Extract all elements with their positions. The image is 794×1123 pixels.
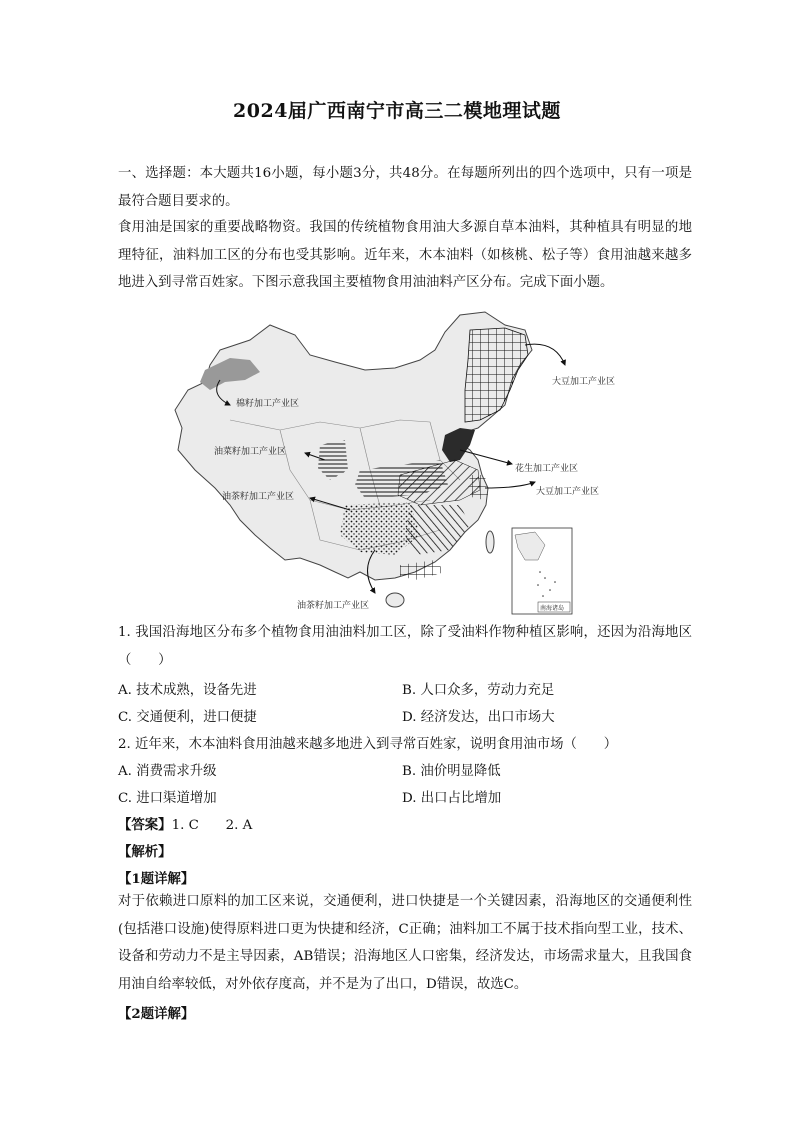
- detail-1-label: 【1题详解】: [118, 871, 195, 887]
- answer-label: 【答案】: [118, 817, 172, 833]
- label-rapeseed: 油菜籽加工产业区: [214, 447, 287, 457]
- q2-option-b: B. 油价明显降低: [402, 764, 501, 779]
- inset-label: 南海诸岛: [540, 605, 565, 612]
- detail-2-label: 【2题详解】: [118, 1006, 195, 1022]
- label-cotton: 棉籽加工产业区: [236, 399, 300, 409]
- material-text: 食用油是国家的重要战略物资。我国的传统植物食用油大多源自草本油料，其种植具有明显的地理特征，油料加工区的分布也受其影响。近年来，木本油料（如核桃、松子等）食用油越来越多地进入到寻常百姓家。下图示意我国主要植物食用油油料产区分布。完成下面小题。: [118, 220, 692, 290]
- section-intro: 一、选择题：本大题共16小题，每小题3分，共48分。在每题所列出的四个选项中，只有一项是最符合题目要求的。: [118, 166, 692, 209]
- q2-option-d: D. 出口占比增加: [402, 791, 502, 806]
- question-2-stem: 2. 近年来，木本油料食用油越来越多地进入到寻常百姓家，说明食用油市场（ ）: [118, 737, 618, 752]
- label-peanut: 花生加工产业区: [515, 464, 579, 474]
- soy-northeast-region: [465, 328, 528, 422]
- label-soy-east: 大豆加工产业区: [536, 487, 600, 497]
- label-camellia-south: 油茶籽加工产业区: [297, 601, 370, 611]
- hainan-island: [386, 593, 404, 607]
- analysis-label: 【解析】: [118, 844, 172, 860]
- oil-crop-map: [160, 310, 620, 618]
- q2-option-a: A. 消费需求升级: [118, 764, 217, 779]
- camellia-south-region: [405, 505, 470, 555]
- page-title: 2024届广西南宁市高三二模地理试题: [233, 100, 561, 122]
- q1-option-b: B. 人口众多，劳动力充足: [402, 683, 555, 698]
- label-soy-north: 大豆加工产业区: [552, 377, 616, 387]
- q1-option-d: D. 经济发达，出口市场大: [402, 710, 555, 725]
- q1-option-c: C. 交通便利，进口便捷: [118, 710, 257, 725]
- question-1-stem: 1. 我国沿海地区分布多个植物食用油油料加工区，除了受油料作物种植区影响，还因为沿海地区（ ）: [118, 625, 692, 668]
- taiwan-island: [486, 531, 494, 553]
- answer-line: [118, 814, 252, 833]
- answer-value: 1. C 2. A: [171, 818, 253, 833]
- q2-option-c: C. 进口渠道增加: [118, 791, 217, 806]
- detail-1-text: 对于依赖进口原料的加工区来说，交通便利，进口快捷是一个关键因素，沿海地区的交通便利性(包括港口设施)使得原料进口更为快捷和经济，C正确；油料加工不属于技术指向型工业，技术、设备和劳动力不是主导因素，AB错误；沿海地区人口密集，经济发达，市场需求量大，且我国食用油自给率较低，对外依存度高，并不是为了出口，D错误，故选C。: [118, 894, 692, 992]
- label-camellia-west: 油茶籽加工产业区: [222, 492, 295, 502]
- q1-option-a: A. 技术成熟，设备先进: [118, 683, 257, 698]
